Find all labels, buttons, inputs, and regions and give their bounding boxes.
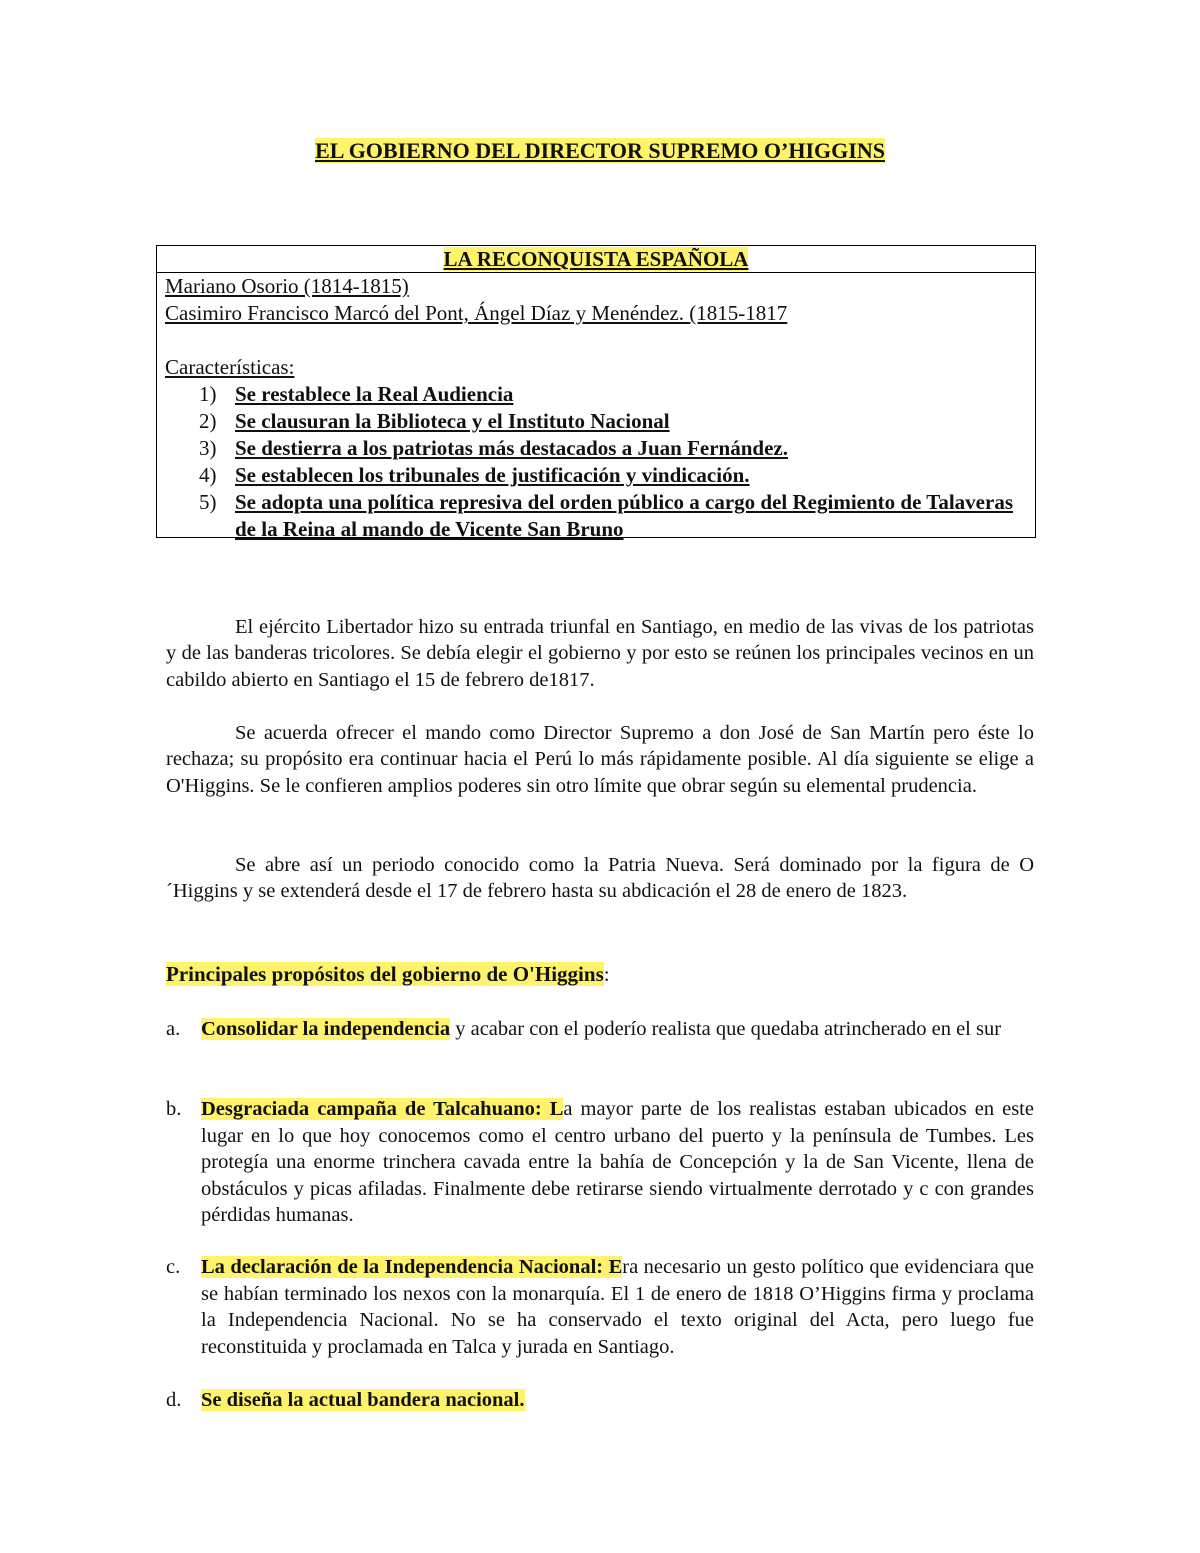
paragraph-patria-nueva: Se abre así un periodo conocido como la Patria Nueva. Será dominado por la figura de O´Higgins y se extenderá desde el 17 de febrero hasta su abdicación el 28 de enero de 1823. bbox=[166, 853, 1034, 902]
purposes-heading: Principales propósitos del gobierno de O'Higgins: bbox=[166, 962, 610, 986]
box-body bbox=[157, 273, 1035, 543]
list-item: 5) Se adopta una política represiva del orden público a cargo del Regimiento de Talaveras de la Reina al mando de Vicente San Bruno bbox=[199, 490, 1013, 541]
purpose-item-b: b. Desgraciada campaña de Talcahuano: La mayor parte de los realistas estaban ubicados en este lugar en lo que hoy conocemos como el centro urbano del puerto y la península de Tumbes. Les protegía una enorme trinchera cavada entre la bahía de Concepción y la de San Vicente, llena de obstáculos y picas afiladas. Finalmente debe retirarse siendo virtualmente derrotado y c con grandes pérdidas humanas. bbox=[166, 1098, 1034, 1226]
purpose-item-c: c. La declaración de la Independencia Nacional: Era necesario un gesto político que evidenciara que se habían terminado los nexos con la monarquía. El 1 de enero de 1818 O’Higgins firma y proclama la Independencia Nacional. No se ha conservado el texto original del Acta, pero luego fue reconstituida y proclamada en Talca y jurada en Santiago. bbox=[166, 1256, 1034, 1358]
list-item: 3) Se destierra a los patriotas más destacados a Juan Fernández. bbox=[199, 436, 788, 460]
box-line-marco: Casimiro Francisco Marcó del Pont, Ángel Díaz y Menéndez. (1815-1817 bbox=[165, 301, 788, 325]
reconquista-box bbox=[156, 245, 1036, 541]
box-line-osorio: Mariano Osorio (1814-1815) bbox=[165, 274, 409, 298]
purpose-item-a: a. Consolidar la independencia y acabar con el poderío realista que quedaba atrincherado en el sur bbox=[166, 1018, 1002, 1040]
paragraph-entrada: El ejército Libertador hizo su entrada triunfal en Santiago, en medio de las vivas de los patriotas y de las banderas tricolores. Se debía elegir el gobierno y por esto se reúnen los principales vecinos en un cabildo abierto en Santiago el 15 de febrero de1817. bbox=[166, 615, 1034, 691]
list-item: 2) Se clausuran la Biblioteca y el Instituto Nacional bbox=[199, 409, 670, 433]
box-title: LA RECONQUISTA ESPAÑOLA bbox=[157, 246, 1035, 273]
purpose-item-d: d. Se diseña la actual bandera nacional. bbox=[166, 1389, 525, 1411]
characteristics-list bbox=[165, 381, 1027, 543]
paragraph-mando: Se acuerda ofrecer el mando como Director Supremo a don José de San Martín pero éste lo rechaza; su propósito era continuar hacia el Perú lo más rápidamente posible. Al día siguiente se elige a O'Higgins. Se le confieren amplios poderes sin otro límite que obrar según su elemental prudencia. bbox=[166, 721, 1034, 797]
characteristics-label: Características: bbox=[165, 355, 295, 379]
list-item: 1) Se restablece la Real Audiencia bbox=[199, 382, 514, 406]
list-item: 4) Se establecen los tribunales de justificación y vindicación. bbox=[199, 463, 750, 487]
document-title: EL GOBIERNO DEL DIRECTOR SUPREMO O’HIGGINS bbox=[315, 138, 885, 163]
